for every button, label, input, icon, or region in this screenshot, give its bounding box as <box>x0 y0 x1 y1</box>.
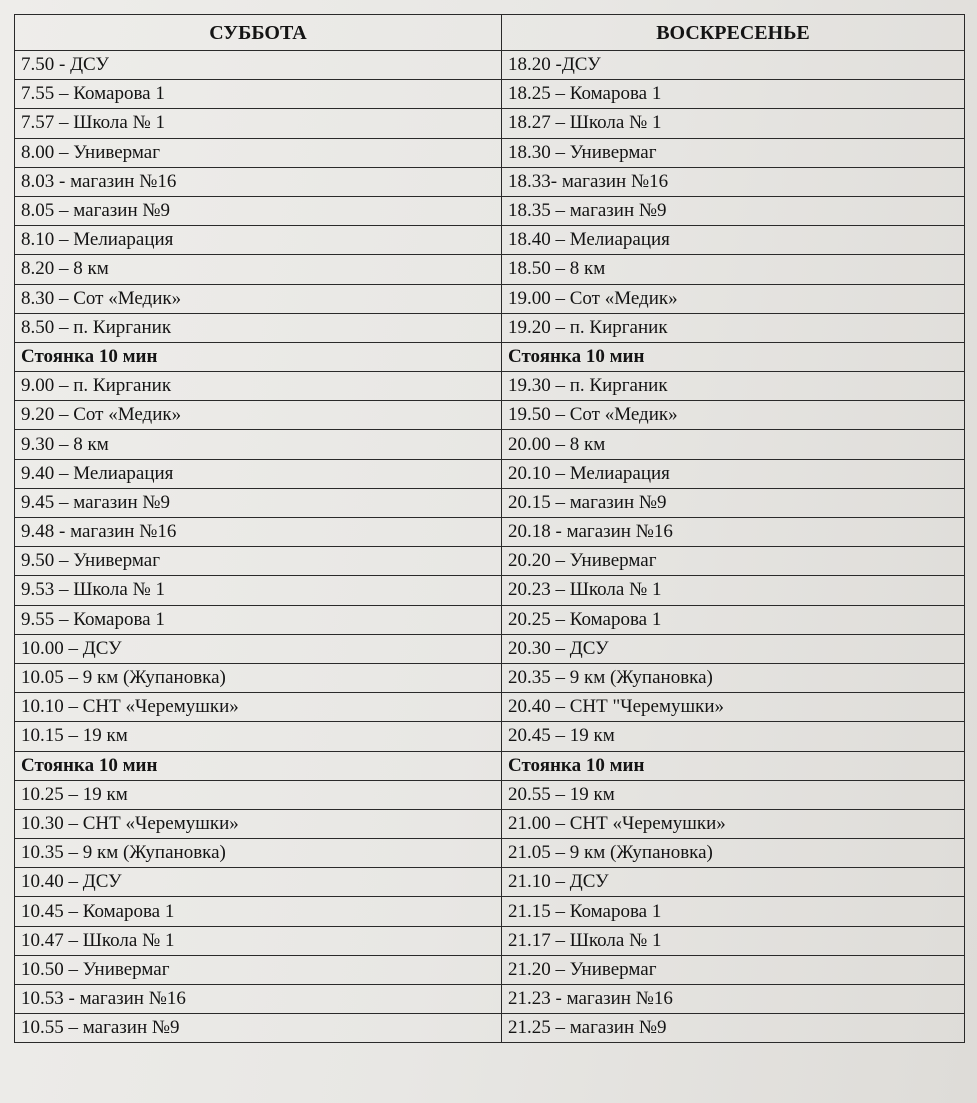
saturday-cell: 9.45 – магазин №9 <box>15 488 502 517</box>
sunday-cell: 20.20 – Универмаг <box>502 547 965 576</box>
table-row <box>15 196 965 225</box>
saturday-cell: 10.05 – 9 км (Жупановка) <box>15 663 502 692</box>
table-row <box>15 138 965 167</box>
table-row <box>15 51 965 80</box>
saturday-header: СУББОТА <box>15 15 502 51</box>
sunday-cell: 21.00 – СНТ «Черемушки» <box>502 809 965 838</box>
table-row <box>15 839 965 868</box>
table-row <box>15 284 965 313</box>
saturday-cell: 10.45 – Комарова 1 <box>15 897 502 926</box>
saturday-cell: 8.05 – магазин №9 <box>15 196 502 225</box>
sunday-cell: 21.23 - магазин №16 <box>502 985 965 1014</box>
table-row <box>15 430 965 459</box>
saturday-cell: 7.55 – Комарова 1 <box>15 80 502 109</box>
sunday-cell: 18.40 – Мелиарация <box>502 226 965 255</box>
saturday-cell: 10.10 – СНТ «Черемушки» <box>15 693 502 722</box>
table-row <box>15 693 965 722</box>
table-row <box>15 576 965 605</box>
saturday-cell: 10.53 - магазин №16 <box>15 985 502 1014</box>
sunday-cell: 18.30 – Универмаг <box>502 138 965 167</box>
sunday-cell: 18.25 – Комарова 1 <box>502 80 965 109</box>
sunday-cell: 18.35 – магазин №9 <box>502 196 965 225</box>
saturday-cell: 8.10 – Мелиарация <box>15 226 502 255</box>
table-row <box>15 226 965 255</box>
table-row <box>15 547 965 576</box>
sunday-cell: 20.00 – 8 км <box>502 430 965 459</box>
table-row <box>15 459 965 488</box>
sunday-cell: 19.00 – Сот «Медик» <box>502 284 965 313</box>
table-row <box>15 926 965 955</box>
sunday-header: ВОСКРЕСЕНЬЕ <box>502 15 965 51</box>
sunday-cell: 20.25 – Комарова 1 <box>502 605 965 634</box>
table-row <box>15 722 965 751</box>
saturday-cell: 10.55 – магазин №9 <box>15 1014 502 1043</box>
table-row <box>15 780 965 809</box>
sunday-cell: 18.33- магазин №16 <box>502 167 965 196</box>
saturday-cell: 9.20 – Сот «Медик» <box>15 401 502 430</box>
table-row <box>15 634 965 663</box>
sunday-cell: 20.15 – магазин №9 <box>502 488 965 517</box>
saturday-cell: 10.00 – ДСУ <box>15 634 502 663</box>
sunday-cell: 21.25 – магазин №9 <box>502 1014 965 1043</box>
saturday-cell: 9.00 – п. Кирганик <box>15 372 502 401</box>
bus-schedule-table <box>14 14 965 1043</box>
table-row <box>15 255 965 284</box>
sunday-cell: 21.10 – ДСУ <box>502 868 965 897</box>
table-row <box>15 605 965 634</box>
saturday-cell: 7.57 – Школа № 1 <box>15 109 502 138</box>
table-row <box>15 167 965 196</box>
table-row <box>15 663 965 692</box>
sunday-cell: 19.20 – п. Кирганик <box>502 313 965 342</box>
table-row <box>15 313 965 342</box>
saturday-cell: 9.40 – Мелиарация <box>15 459 502 488</box>
sunday-cell: 20.55 – 19 км <box>502 780 965 809</box>
schedule-body <box>15 51 965 1043</box>
saturday-cell: 10.40 – ДСУ <box>15 868 502 897</box>
sunday-cell: 18.27 – Школа № 1 <box>502 109 965 138</box>
table-row <box>15 518 965 547</box>
sunday-cell: 21.05 – 9 км (Жупановка) <box>502 839 965 868</box>
saturday-stop-cell: Стоянка 10 мин <box>15 342 502 371</box>
header-row <box>15 15 965 51</box>
table-row <box>15 401 965 430</box>
saturday-cell: 8.30 – Сот «Медик» <box>15 284 502 313</box>
saturday-cell: 10.25 – 19 км <box>15 780 502 809</box>
saturday-cell: 9.30 – 8 км <box>15 430 502 459</box>
table-row <box>15 868 965 897</box>
saturday-stop-cell: Стоянка 10 мин <box>15 751 502 780</box>
table-row <box>15 488 965 517</box>
table-row <box>15 372 965 401</box>
sunday-cell: 20.10 – Мелиарация <box>502 459 965 488</box>
sunday-cell: 19.50 – Сот «Медик» <box>502 401 965 430</box>
sunday-cell: 21.20 – Универмаг <box>502 955 965 984</box>
saturday-cell: 9.55 – Комарова 1 <box>15 605 502 634</box>
saturday-cell: 9.48 - магазин №16 <box>15 518 502 547</box>
saturday-cell: 9.53 – Школа № 1 <box>15 576 502 605</box>
sunday-cell: 20.35 – 9 км (Жупановка) <box>502 663 965 692</box>
saturday-cell: 8.20 – 8 км <box>15 255 502 284</box>
saturday-cell: 8.50 – п. Кирганик <box>15 313 502 342</box>
sunday-cell: 19.30 – п. Кирганик <box>502 372 965 401</box>
sunday-stop-cell: Стоянка 10 мин <box>502 342 965 371</box>
sunday-cell: 20.45 – 19 км <box>502 722 965 751</box>
saturday-cell: 8.03 - магазин №16 <box>15 167 502 196</box>
sunday-cell: 18.20 -ДСУ <box>502 51 965 80</box>
saturday-cell: 10.47 – Школа № 1 <box>15 926 502 955</box>
saturday-cell: 10.15 – 19 км <box>15 722 502 751</box>
table-row <box>15 109 965 138</box>
table-row <box>15 80 965 109</box>
stop-row <box>15 342 965 371</box>
sunday-cell: 20.40 – СНТ "Черемушки» <box>502 693 965 722</box>
saturday-cell: 8.00 – Универмаг <box>15 138 502 167</box>
saturday-cell: 9.50 – Универмаг <box>15 547 502 576</box>
table-row <box>15 955 965 984</box>
table-row <box>15 809 965 838</box>
saturday-cell: 10.50 – Универмаг <box>15 955 502 984</box>
stop-row <box>15 751 965 780</box>
sunday-cell: 20.18 - магазин №16 <box>502 518 965 547</box>
table-row <box>15 897 965 926</box>
saturday-cell: 10.30 – СНТ «Черемушки» <box>15 809 502 838</box>
saturday-cell: 10.35 – 9 км (Жупановка) <box>15 839 502 868</box>
saturday-cell: 7.50 - ДСУ <box>15 51 502 80</box>
sunday-stop-cell: Стоянка 10 мин <box>502 751 965 780</box>
table-row <box>15 985 965 1014</box>
sunday-cell: 20.30 – ДСУ <box>502 634 965 663</box>
table-row <box>15 1014 965 1043</box>
sunday-cell: 18.50 – 8 км <box>502 255 965 284</box>
sunday-cell: 21.17 – Школа № 1 <box>502 926 965 955</box>
sunday-cell: 21.15 – Комарова 1 <box>502 897 965 926</box>
sunday-cell: 20.23 – Школа № 1 <box>502 576 965 605</box>
